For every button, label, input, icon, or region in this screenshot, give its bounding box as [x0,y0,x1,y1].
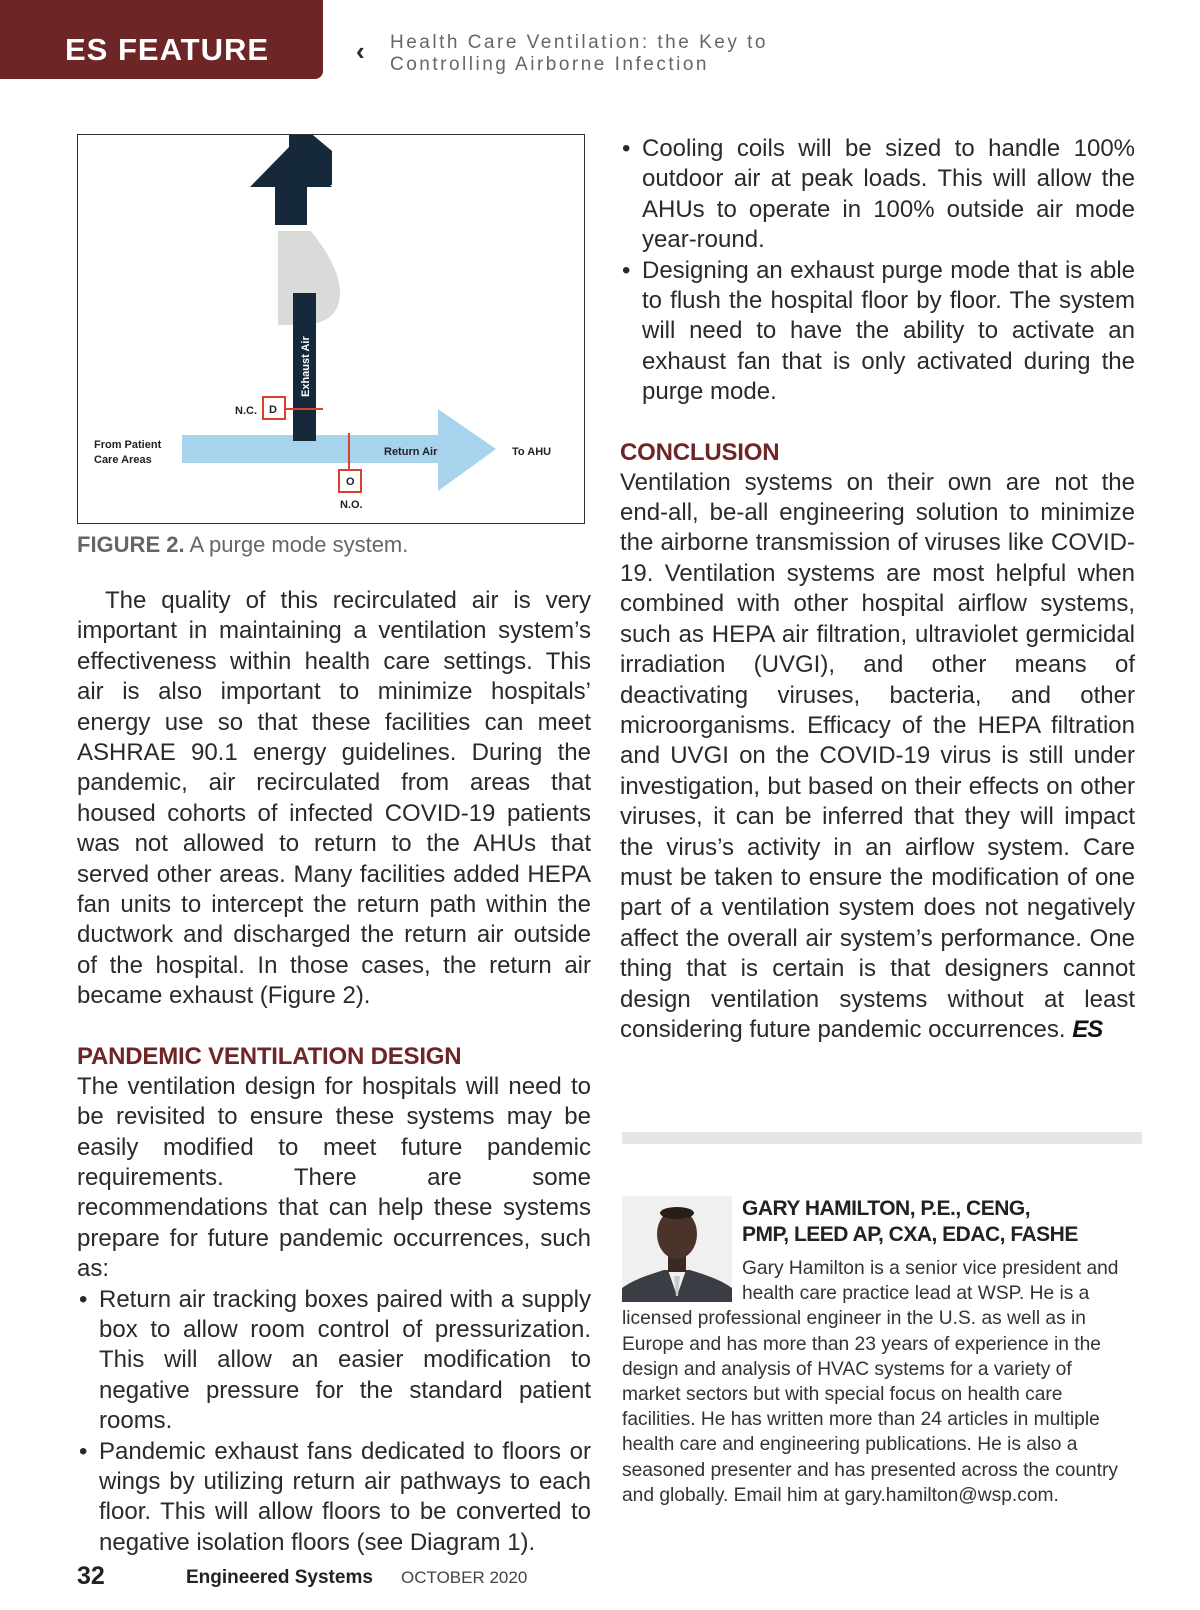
section-divider [622,1132,1142,1144]
list-item: • Designing an exhaust purge mode that is able to flush the hospital floor by floor. The system will need to have the ability to activate an exhaust fan that is only activated during the purge mode. [620,256,1135,408]
recommendations-list-continued [620,134,1135,408]
care-areas-label: Care Areas [94,454,152,466]
exhaust-air-label: Exhaust Air [300,336,312,397]
left-column [77,134,591,1558]
section-tab [0,0,323,79]
heading-conclusion: CONCLUSION [620,438,780,466]
list-item: • Cooling coils will be sized to handle 100% outdoor air at peak loads. This will allow the AHUs to operate in 100% outside air mode year-round. [620,134,1135,256]
from-patient-label: From Patient [94,439,162,451]
no-label: N.O. [340,499,363,511]
article-title-link[interactable]: Health Care Ventilation: the Key to Controlling Airborne Infection [390,32,768,75]
author-name-line-1: GARY HAMILTON, P.E., CENG, [742,1197,1031,1220]
nc-label: N.C. [235,405,257,417]
es-end-mark: ES [1072,1015,1103,1043]
damper-o-label: O [346,476,355,488]
paragraph-ventilation-design: The ventilation design for hospitals will need to be revisited to ensure these systems may be easily modified to meet future pandemic requirements. There are some recommendations that can help these systems prepare for future pandemic occurrences, such as: [77,1072,591,1283]
chevron-left-icon[interactable]: ‹ [356,36,365,66]
magazine-name: Engineered Systems [186,1567,373,1588]
paragraph-conclusion [620,468,1135,1046]
figure-2-diagram [77,134,585,524]
heading-pandemic-ventilation-design: PANDEMIC VENTILATION DESIGN [77,1042,462,1070]
conclusion-text: Ventilation systems on their own are not the end-all, be-all engineering solution to minimize the airborne transmission of viruses like COVID-19. Ventilation systems are most helpful when combined with other hospital airflow systems, such as HEPA air filtration, ultraviolet germicidal irradiation (UVGI), and other means of deactivating viruses, bacteria, and other microorganisms. Efficacy of the HEPA filtration and UVGI on the COVID-19 virus is still under investigation, but based on their effects on other viruses, it can be inferred that they will impact the virus’s activity in an airflow system. Care must be taken to ensure the modification of one part of a ventilation system does not negatively affect the overall air system’s performance. One thing that is certain is that designers cannot design ventilation systems without at least considering future pandemic occurrences. [620,468,1135,1043]
page-number: 32 [77,1562,105,1590]
list-item: • Pandemic exhaust fans dedicated to floors or wings by utilizing return air pathways to each floor. This will allow floors to be converted to negative isolation floors (see Diagram 1). [77,1437,591,1559]
figure-label: FIGURE 2. [77,532,185,557]
author-avatar [622,1196,732,1302]
author-name-line-2: PMP, LEED AP, CXA, EDAC, FASHE [742,1223,1078,1246]
figure-caption [77,530,591,560]
recommendations-list [77,1285,591,1559]
author-bio [622,1196,1134,1508]
paragraph-recirculated-air: The quality of this recirculated air is very important in maintaining a ventilation system’s effectiveness within health care settings. This air is also important to minimize hospitals’ energy use so that these facilities can meet ASHRAE 90.1 energy guidelines. During the pandemic, air recirculated from areas that housed cohorts of infected COVID-19 patients was not allowed to return to the AHUs that served other areas. Many facilities added HEPA fan units to intercept the return path within the ductwork and discharged the return air outside of the hospital. In those cases, the return air became exhaust (Figure 2). [77,587,591,1010]
issue-date: OCTOBER 2020 [401,1568,528,1587]
author-bio-text: Gary Hamilton is a senior vice president and health care practice lead at WSP. He is a licensed professional engineer in the U.S. as well as in Europe and has more than 23 years of experience in the design and analysis of HVAC systems for a variety of market sectors but with special focus on health care facilities. He has written more than 24 articles in multiple health care and engineering publications. He is also a seasoned presenter and has presented across the country and globally. Email him at gary.hamilton@wsp.com. [622,1258,1119,1506]
to-ahu-label: To AHU [512,446,552,458]
right-column [620,134,1135,1045]
damper-d-label: D [269,404,277,416]
figure-caption-text: A purge mode system. [189,532,409,557]
list-item: • Return air tracking boxes paired with a supply box to allow room control of pressurization. This will allow an easier modification to negative pressure for the standard patient rooms. [77,1285,591,1437]
return-air-label: Return Air [384,446,438,458]
section-label: ES FEATURE [65,32,270,67]
